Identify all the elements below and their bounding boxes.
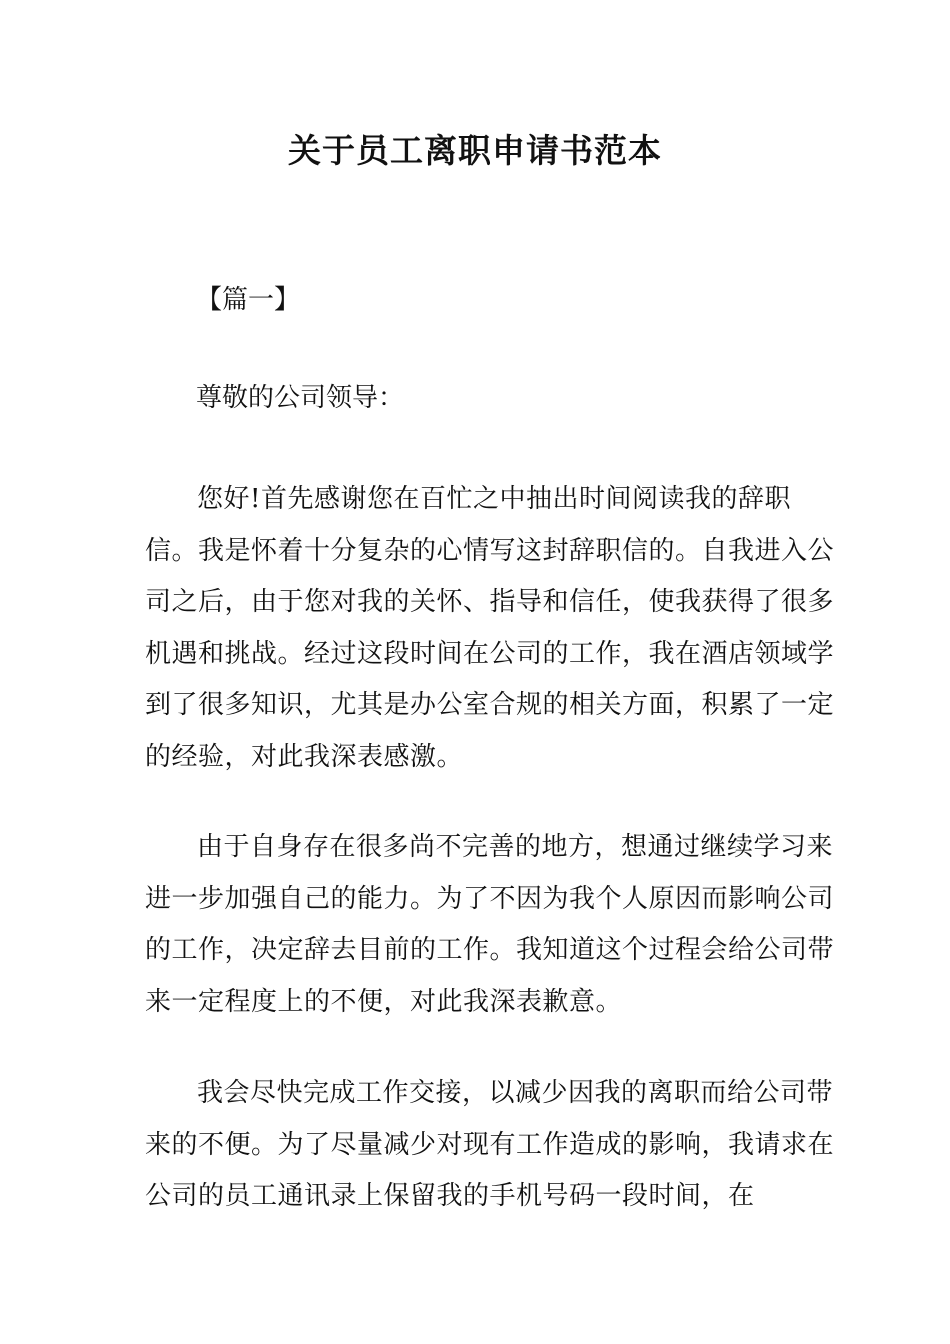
paragraph-2: 由于自身存在很多尚不完善的地方，想通过继续学习来进一步加强自己的能力。为了不因为我个人原因而影响公司的工作，决定辞去目前的工作。我知道这个过程会给公司带来一定程度上的不便，对此我深表歉意。 [145, 832, 835, 1017]
paragraph-3: 我会尽快完成工作交接，以减少因我的离职而给公司带来的不便。为了尽量减少对现有工作造成的影响，我请求在公司的员工通讯录上保留我的手机号码一段时间，在 [145, 1078, 835, 1211]
document-title: 关于员工离职申请书范本 [288, 131, 662, 170]
salutation: 尊敬的公司领导： [196, 383, 405, 413]
paragraph-1: 您好!首先感谢您在百忙之中抽出时间阅读我的辞职信。我是怀着十分复杂的心情写这封辞职信的。自我进入公司之后，由于您对我的关怀、指导和信任，使我获得了很多机遇和挑战。经过这段时间在公司的工作，我在酒店领域学到了很多知识，尤其是办公室合规的相关方面，积累了一定的经验，对此我深表感激。 [145, 484, 835, 772]
section-label: 【篇一】 [196, 285, 301, 315]
